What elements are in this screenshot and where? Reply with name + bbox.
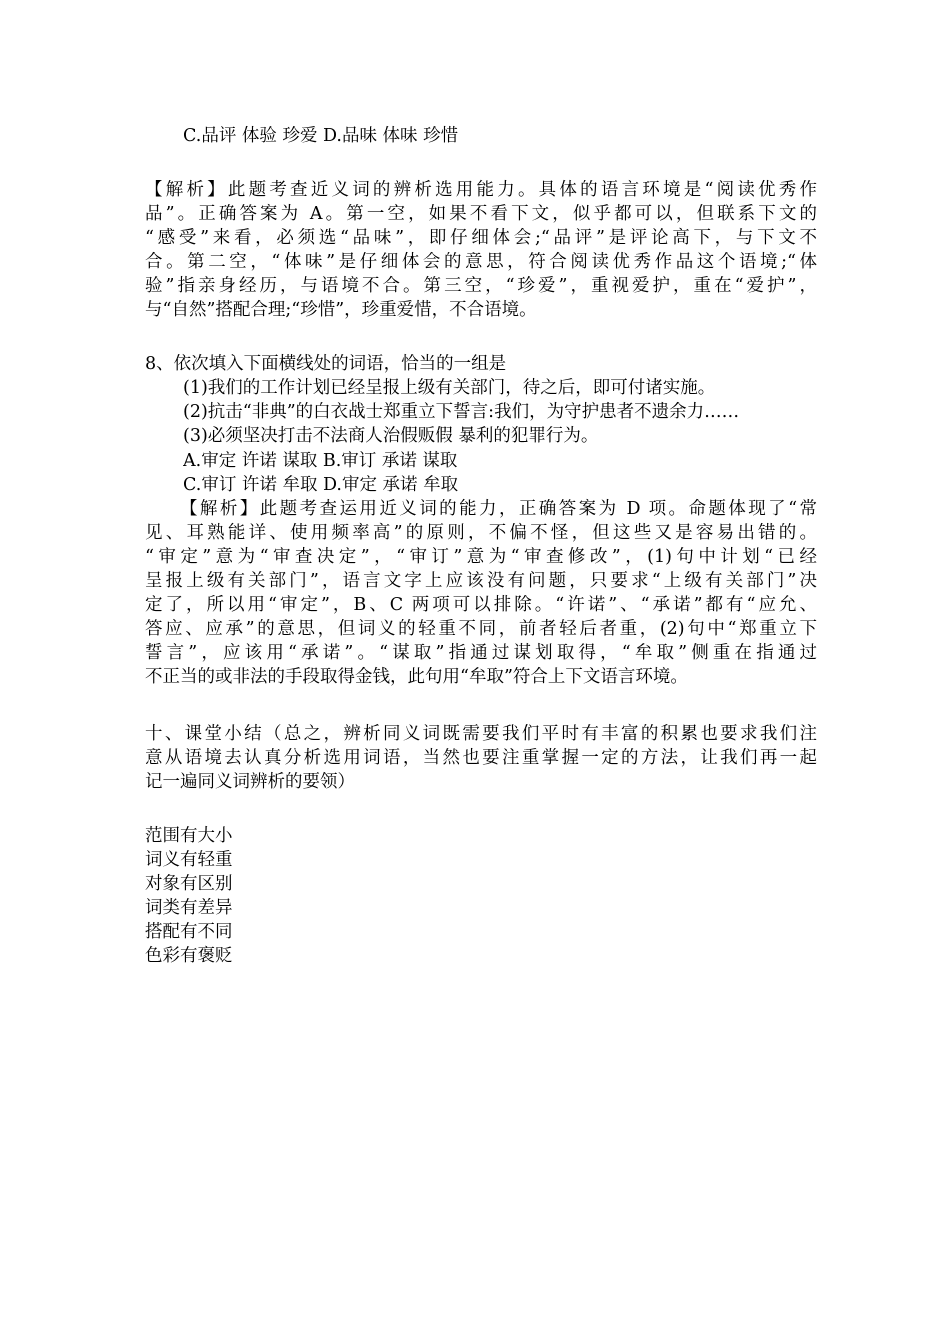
key-point: 范围有大小 (145, 826, 233, 846)
q8-title: 8、依次填入下面横线处的词语，恰当的一组是 (145, 354, 507, 374)
q7-options-cd: C.品评 体验 珍爱 D.品味 体味 珍惜 (183, 126, 459, 146)
q8-analysis-line: 定了，所以用“审定”，B、C 两项可以排除。“许诺”、“承诺”都有“应允、 (145, 595, 817, 615)
q8-sentence: (3)必须坚决打击不法商人治假贩假 暴利的犯罪行为。 (183, 426, 599, 446)
q7-analysis-line: “感受”来看，必须选“品味”，即仔细体会;“品评”是评论高下，与下文不 (145, 228, 817, 248)
q7-analysis-line: 合。第二空，“体味”是仔细体会的意思，符合阅读优秀作品这个语境;“体 (145, 252, 817, 272)
summary-line: 意从语境去认真分析选用词语，当然也要注重掌握一定的方法，让我们再一起 (145, 748, 817, 768)
q8-analysis-line: 誓言”，应该用“承诺”。“谋取”指通过谋划取得，“牟取”侧重在指通过 (145, 643, 817, 663)
key-point: 搭配有不同 (145, 922, 233, 942)
q8-analysis-line: 呈报上级有关部门”，语言文字上应该没有问题，只要求“上级有关部门”决 (145, 571, 817, 591)
q8-option-row: A.审定 许诺 谋取 B.审订 承诺 谋取 (183, 451, 458, 471)
q8-analysis-line: 答应、应承”的意思，但词义的轻重不同，前者轻后者重，(2)句中“郑重立下 (145, 619, 817, 639)
q8-analysis-line: 见、耳熟能详、使用频率高”的原则，不偏不怪，但这些又是容易出错的。 (145, 523, 817, 543)
q7-analysis-line: 与“自然”搭配合理;“珍惜”，珍重爱惜，不合语境。 (145, 300, 537, 320)
q8-analysis-line: 【解析】此题考查运用近义词的能力，正确答案为 D 项。命题体现了“常 (180, 499, 817, 519)
key-point: 词义有轻重 (145, 850, 233, 870)
summary-line: 记一遍同义词辨析的要领） (145, 772, 355, 792)
q8-analysis-line: 不正当的或非法的手段取得金钱，此句用“牟取”符合上下文语言环境。 (145, 667, 688, 687)
q8-sentence: (1)我们的工作计划已经呈报上级有关部门，待之后，即可付诸实施。 (183, 378, 716, 398)
key-point: 对象有区别 (145, 874, 233, 894)
q8-analysis-line: “审定”意为“审查决定”，“审订”意为“审查修改”，(1)句中计划“已经 (145, 547, 817, 567)
q7-analysis-line: 【解析】此题考查近义词的辨析选用能力。具体的语言环境是“阅读优秀作 (145, 180, 817, 200)
q8-sentence: (2)抗击“非典”的白衣战士郑重立下誓言:我们，为守护患者不遗余力…… (183, 402, 740, 422)
q7-analysis-line: 验”指亲身经历，与语境不合。第三空，“珍爱”，重视爱护，重在“爱护”， (145, 276, 817, 296)
key-point: 色彩有褒贬 (145, 946, 233, 966)
key-point: 词类有差异 (145, 898, 233, 918)
summary-line: 十、课堂小结（总之，辨析同义词既需要我们平时有丰富的积累也要求我们注 (145, 724, 817, 744)
q7-analysis-line: 品”。正确答案为 A。第一空，如果不看下文，似乎都可以，但联系下文的 (145, 204, 817, 224)
q8-option-row: C.审订 许诺 牟取 D.审定 承诺 牟取 (183, 475, 459, 495)
